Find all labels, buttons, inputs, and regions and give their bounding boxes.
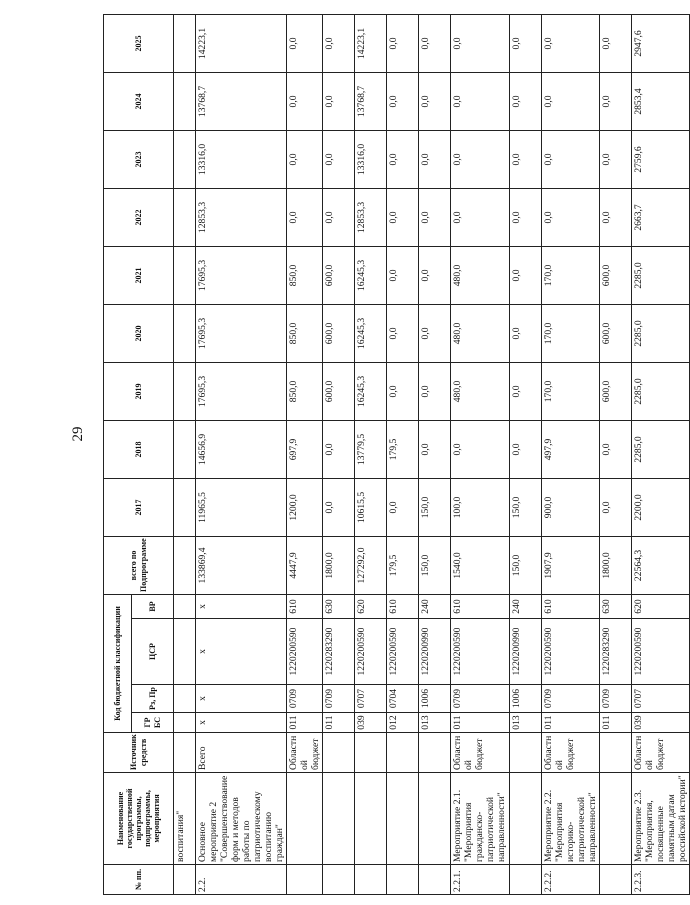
row-csr: 1220200590 — [355, 619, 387, 685]
table-row — [541, 14, 599, 894]
row-year-value: 0,0 — [599, 478, 631, 536]
row-vr: 620 — [355, 594, 387, 618]
row-num — [323, 865, 355, 895]
row-year-value: 170,0 — [541, 362, 599, 420]
row-source — [323, 733, 355, 773]
row-year-value: 600,0 — [599, 246, 631, 304]
row-total: 1907,9 — [541, 536, 599, 594]
row-year-value — [174, 478, 196, 536]
table-row — [419, 14, 451, 894]
row-vr: 240 — [509, 594, 541, 618]
row-year-value — [174, 14, 196, 72]
row-year-value: 497,9 — [541, 420, 599, 478]
row-year-value: 170,0 — [541, 246, 599, 304]
header-budget-code: Код бюджетной классификации — [104, 594, 132, 732]
row-csr — [174, 619, 196, 685]
row-num — [287, 865, 323, 895]
row-total: 1800,0 — [323, 536, 355, 594]
row-year-value: 0,0 — [509, 72, 541, 130]
row-source: Областной бюджет — [451, 733, 509, 773]
row-year-value: 0,0 — [599, 72, 631, 130]
row-year-value: 0,0 — [287, 72, 323, 130]
row-vr: 620 — [631, 594, 689, 618]
row-year-value: 600,0 — [323, 304, 355, 362]
row-year-value: 16245,3 — [355, 246, 387, 304]
row-total: 179,5 — [387, 536, 419, 594]
row-year-value: 0,0 — [323, 130, 355, 188]
row-num: 2.2.1. — [451, 865, 509, 895]
row-rz: 0709 — [451, 685, 509, 713]
row-year-value: 0,0 — [387, 362, 419, 420]
row-year-value: 0,0 — [509, 420, 541, 478]
row-year-value: 0,0 — [419, 304, 451, 362]
row-rz — [174, 685, 196, 713]
row-gr: 011 — [541, 713, 599, 733]
row-year-value: 0,0 — [419, 188, 451, 246]
row-year-value: 480,0 — [451, 362, 509, 420]
row-year-value: 2200,0 — [631, 478, 689, 536]
page-number: 29 — [70, 426, 86, 442]
row-total: 150,0 — [509, 536, 541, 594]
row-year-value: 0,0 — [509, 188, 541, 246]
row-year-value: 0,0 — [419, 14, 451, 72]
row-gr: 039 — [631, 713, 689, 733]
row-name — [387, 773, 419, 865]
row-gr: 012 — [387, 713, 419, 733]
row-source — [419, 733, 451, 773]
row-num — [174, 865, 196, 895]
row-name — [287, 773, 323, 865]
row-year-value: 0,0 — [451, 188, 509, 246]
row-year-value: 10615,5 — [355, 478, 387, 536]
row-year-value: 0,0 — [287, 188, 323, 246]
row-year-value: 150,0 — [509, 478, 541, 536]
row-year-value: 600,0 — [599, 304, 631, 362]
row-year-value: 170,0 — [541, 304, 599, 362]
row-source — [174, 733, 196, 773]
row-year-value: 600,0 — [323, 362, 355, 420]
row-year-value: 100,0 — [451, 478, 509, 536]
row-year-value: 16245,3 — [355, 362, 387, 420]
row-year-value: 2947,6 — [631, 14, 689, 72]
row-source — [355, 733, 387, 773]
row-year-value: 0,0 — [509, 246, 541, 304]
row-year-value — [174, 420, 196, 478]
row-year-value: 0,0 — [599, 420, 631, 478]
row-source: Областной бюджет — [631, 733, 689, 773]
row-year-value — [174, 362, 196, 420]
row-source: Всего — [196, 733, 287, 773]
row-year-value: 14223,1 — [196, 14, 287, 72]
row-year-value: 0,0 — [387, 188, 419, 246]
row-gr: 011 — [287, 713, 323, 733]
header-year: 2023 — [104, 130, 174, 188]
row-year-value: 12853,3 — [196, 188, 287, 246]
row-year-value: 0,0 — [419, 130, 451, 188]
row-rz: 0707 — [355, 685, 387, 713]
table-row — [355, 14, 387, 894]
row-year-value: 13779,5 — [355, 420, 387, 478]
row-year-value: 0,0 — [541, 188, 599, 246]
row-year-value: 0,0 — [387, 246, 419, 304]
row-year-value: 0,0 — [541, 72, 599, 130]
row-name: Мероприятие 2.2. "Мероприятия историко-патриотической направленности" — [541, 773, 599, 865]
row-csr: 1220200590 — [631, 619, 689, 685]
row-gr: 039 — [355, 713, 387, 733]
table-row — [387, 14, 419, 894]
row-csr: х — [196, 619, 287, 685]
row-name — [509, 773, 541, 865]
header-year: 2022 — [104, 188, 174, 246]
row-vr — [174, 594, 196, 618]
header-total: всего по Подпрограмме — [104, 536, 174, 594]
row-year-value: 0,0 — [387, 304, 419, 362]
row-year-value: 0,0 — [287, 130, 323, 188]
row-year-value — [174, 304, 196, 362]
table-row — [196, 14, 287, 894]
row-rz: 0707 — [631, 685, 689, 713]
header-source: Источник средств — [104, 733, 174, 773]
table-row — [323, 14, 355, 894]
header-year: 2018 — [104, 420, 174, 478]
row-csr: 1220200590 — [387, 619, 419, 685]
row-year-value: 0,0 — [451, 72, 509, 130]
row-num — [419, 865, 451, 895]
row-year-value: 150,0 — [419, 478, 451, 536]
row-year-value: 0,0 — [323, 72, 355, 130]
row-rz: 0709 — [323, 685, 355, 713]
row-rz: 1006 — [419, 685, 451, 713]
row-year-value: 0,0 — [451, 14, 509, 72]
header-year: 2020 — [104, 304, 174, 362]
row-vr: 610 — [541, 594, 599, 618]
row-year-value: 600,0 — [323, 246, 355, 304]
row-year-value: 13768,7 — [196, 72, 287, 130]
row-year-value: 13316,0 — [355, 130, 387, 188]
rotated-table-container — [103, 15, 688, 895]
row-gr: 013 — [419, 713, 451, 733]
header-vr: ВР — [132, 594, 174, 618]
row-year-value — [174, 130, 196, 188]
row-total: 1540,0 — [451, 536, 509, 594]
row-vr: 630 — [599, 594, 631, 618]
row-source: Областной бюджет — [541, 733, 599, 773]
row-year-value: 0,0 — [509, 362, 541, 420]
row-year-value: 850,0 — [287, 304, 323, 362]
row-year-value: 600,0 — [599, 362, 631, 420]
row-year-value: 16245,3 — [355, 304, 387, 362]
row-year-value: 0,0 — [323, 188, 355, 246]
row-year-value — [174, 72, 196, 130]
row-csr: 1220200990 — [419, 619, 451, 685]
row-csr: 1220200590 — [287, 619, 323, 685]
row-source — [509, 733, 541, 773]
row-year-value — [174, 246, 196, 304]
row-vr: 240 — [419, 594, 451, 618]
table-row — [509, 14, 541, 894]
row-year-value: 0,0 — [541, 14, 599, 72]
table-row — [287, 14, 323, 894]
row-year-value: 0,0 — [509, 14, 541, 72]
row-year-value: 12853,3 — [355, 188, 387, 246]
row-name: Мероприятие 2.3. "Мероприятия, посвященные памятным датам российской истории" — [631, 773, 689, 865]
row-year-value: 0,0 — [451, 420, 509, 478]
row-rz: 0704 — [387, 685, 419, 713]
row-year-value: 0,0 — [419, 72, 451, 130]
row-total: 1800,0 — [599, 536, 631, 594]
row-year-value: 850,0 — [287, 362, 323, 420]
row-year-value: 0,0 — [599, 14, 631, 72]
row-gr: 011 — [323, 713, 355, 733]
row-name: Основное мероприятие 2 "Совершенствование форм и методов работы по патриотическому воспитанию граждан" — [196, 773, 287, 865]
row-num: 2.2.2. — [541, 865, 599, 895]
row-name — [355, 773, 387, 865]
header-year: 2024 — [104, 72, 174, 130]
row-name — [599, 773, 631, 865]
row-year-value: 17695,3 — [196, 246, 287, 304]
header-gr: ГР БС — [132, 713, 174, 733]
row-year-value: 13316,0 — [196, 130, 287, 188]
row-year-value: 11965,5 — [196, 478, 287, 536]
row-csr: 1220283290 — [599, 619, 631, 685]
row-year-value: 17695,3 — [196, 304, 287, 362]
row-year-value: 17695,3 — [196, 362, 287, 420]
row-year-value: 0,0 — [387, 130, 419, 188]
row-year-value: 2759,6 — [631, 130, 689, 188]
row-year-value: 2663,7 — [631, 188, 689, 246]
row-year-value: 179,5 — [387, 420, 419, 478]
row-year-value: 0,0 — [599, 130, 631, 188]
row-year-value: 2853,4 — [631, 72, 689, 130]
row-source — [387, 733, 419, 773]
row-gr: х — [196, 713, 287, 733]
row-name: воспитания" — [174, 773, 196, 865]
row-year-value: 697,9 — [287, 420, 323, 478]
row-total: 133869,4 — [196, 536, 287, 594]
header-year: 2019 — [104, 362, 174, 420]
row-total: 127292,0 — [355, 536, 387, 594]
row-year-value: 850,0 — [287, 246, 323, 304]
row-year-value: 2285,0 — [631, 304, 689, 362]
row-year-value: 14656,9 — [196, 420, 287, 478]
row-year-value: 0,0 — [599, 188, 631, 246]
row-year-value: 0,0 — [323, 478, 355, 536]
row-total — [174, 536, 196, 594]
row-year-value: 2285,0 — [631, 420, 689, 478]
row-vr: 610 — [387, 594, 419, 618]
row-year-value: 0,0 — [387, 72, 419, 130]
row-num: 2.2.3. — [631, 865, 689, 895]
row-vr: х — [196, 594, 287, 618]
row-year-value: 1200,0 — [287, 478, 323, 536]
row-year-value: 480,0 — [451, 246, 509, 304]
table-row — [599, 14, 631, 894]
row-vr: 610 — [451, 594, 509, 618]
row-source: Областной бюджет — [287, 733, 323, 773]
row-num — [599, 865, 631, 895]
row-year-value: 0,0 — [287, 14, 323, 72]
row-year-value: 2285,0 — [631, 362, 689, 420]
row-num — [509, 865, 541, 895]
row-rz: 0709 — [287, 685, 323, 713]
row-year-value: 0,0 — [451, 130, 509, 188]
header-year: 2025 — [104, 14, 174, 72]
row-year-value: 0,0 — [387, 14, 419, 72]
row-gr — [174, 713, 196, 733]
row-vr: 610 — [287, 594, 323, 618]
row-year-value: 0,0 — [323, 420, 355, 478]
row-total: 22564,3 — [631, 536, 689, 594]
table-row — [631, 14, 689, 894]
row-year-value: 0,0 — [509, 304, 541, 362]
budget-table — [103, 14, 690, 895]
header-num: № пп. — [104, 865, 174, 895]
row-year-value: 0,0 — [419, 246, 451, 304]
row-rz: 0709 — [599, 685, 631, 713]
row-source — [599, 733, 631, 773]
header-year: 2017 — [104, 478, 174, 536]
row-year-value: 0,0 — [419, 362, 451, 420]
row-gr: 013 — [509, 713, 541, 733]
table-row — [174, 14, 196, 894]
row-csr: 1220200590 — [451, 619, 509, 685]
row-year-value: 0,0 — [387, 478, 419, 536]
row-year-value: 900,0 — [541, 478, 599, 536]
header-csr: ЦСР — [132, 619, 174, 685]
row-year-value — [174, 188, 196, 246]
row-vr: 630 — [323, 594, 355, 618]
row-name — [323, 773, 355, 865]
row-num — [387, 865, 419, 895]
row-year-value: 0,0 — [509, 130, 541, 188]
row-csr: 1220283290 — [323, 619, 355, 685]
row-rz: х — [196, 685, 287, 713]
row-year-value: 0,0 — [419, 420, 451, 478]
row-num: 2.2. — [196, 865, 287, 895]
header-name: Наименование государственной программы, подпрограммы, мероприятия — [104, 773, 174, 865]
row-year-value: 480,0 — [451, 304, 509, 362]
row-year-value: 0,0 — [541, 130, 599, 188]
row-csr: 1220200590 — [541, 619, 599, 685]
table-row — [451, 14, 509, 894]
row-total: 4447,9 — [287, 536, 323, 594]
row-name — [419, 773, 451, 865]
header-year: 2021 — [104, 246, 174, 304]
row-year-value: 0,0 — [323, 14, 355, 72]
row-year-value: 2285,0 — [631, 246, 689, 304]
row-rz: 1006 — [509, 685, 541, 713]
row-gr: 011 — [451, 713, 509, 733]
row-gr: 011 — [599, 713, 631, 733]
row-year-value: 14223,1 — [355, 14, 387, 72]
row-name: Мероприятие 2.1. "Мероприятия гражданско-патриотической направленности" — [451, 773, 509, 865]
row-num — [355, 865, 387, 895]
row-rz: 0709 — [541, 685, 599, 713]
header-rz: Рз, Пр — [132, 685, 174, 713]
row-csr: 1220200990 — [509, 619, 541, 685]
row-year-value: 13768,7 — [355, 72, 387, 130]
row-total: 150,0 — [419, 536, 451, 594]
